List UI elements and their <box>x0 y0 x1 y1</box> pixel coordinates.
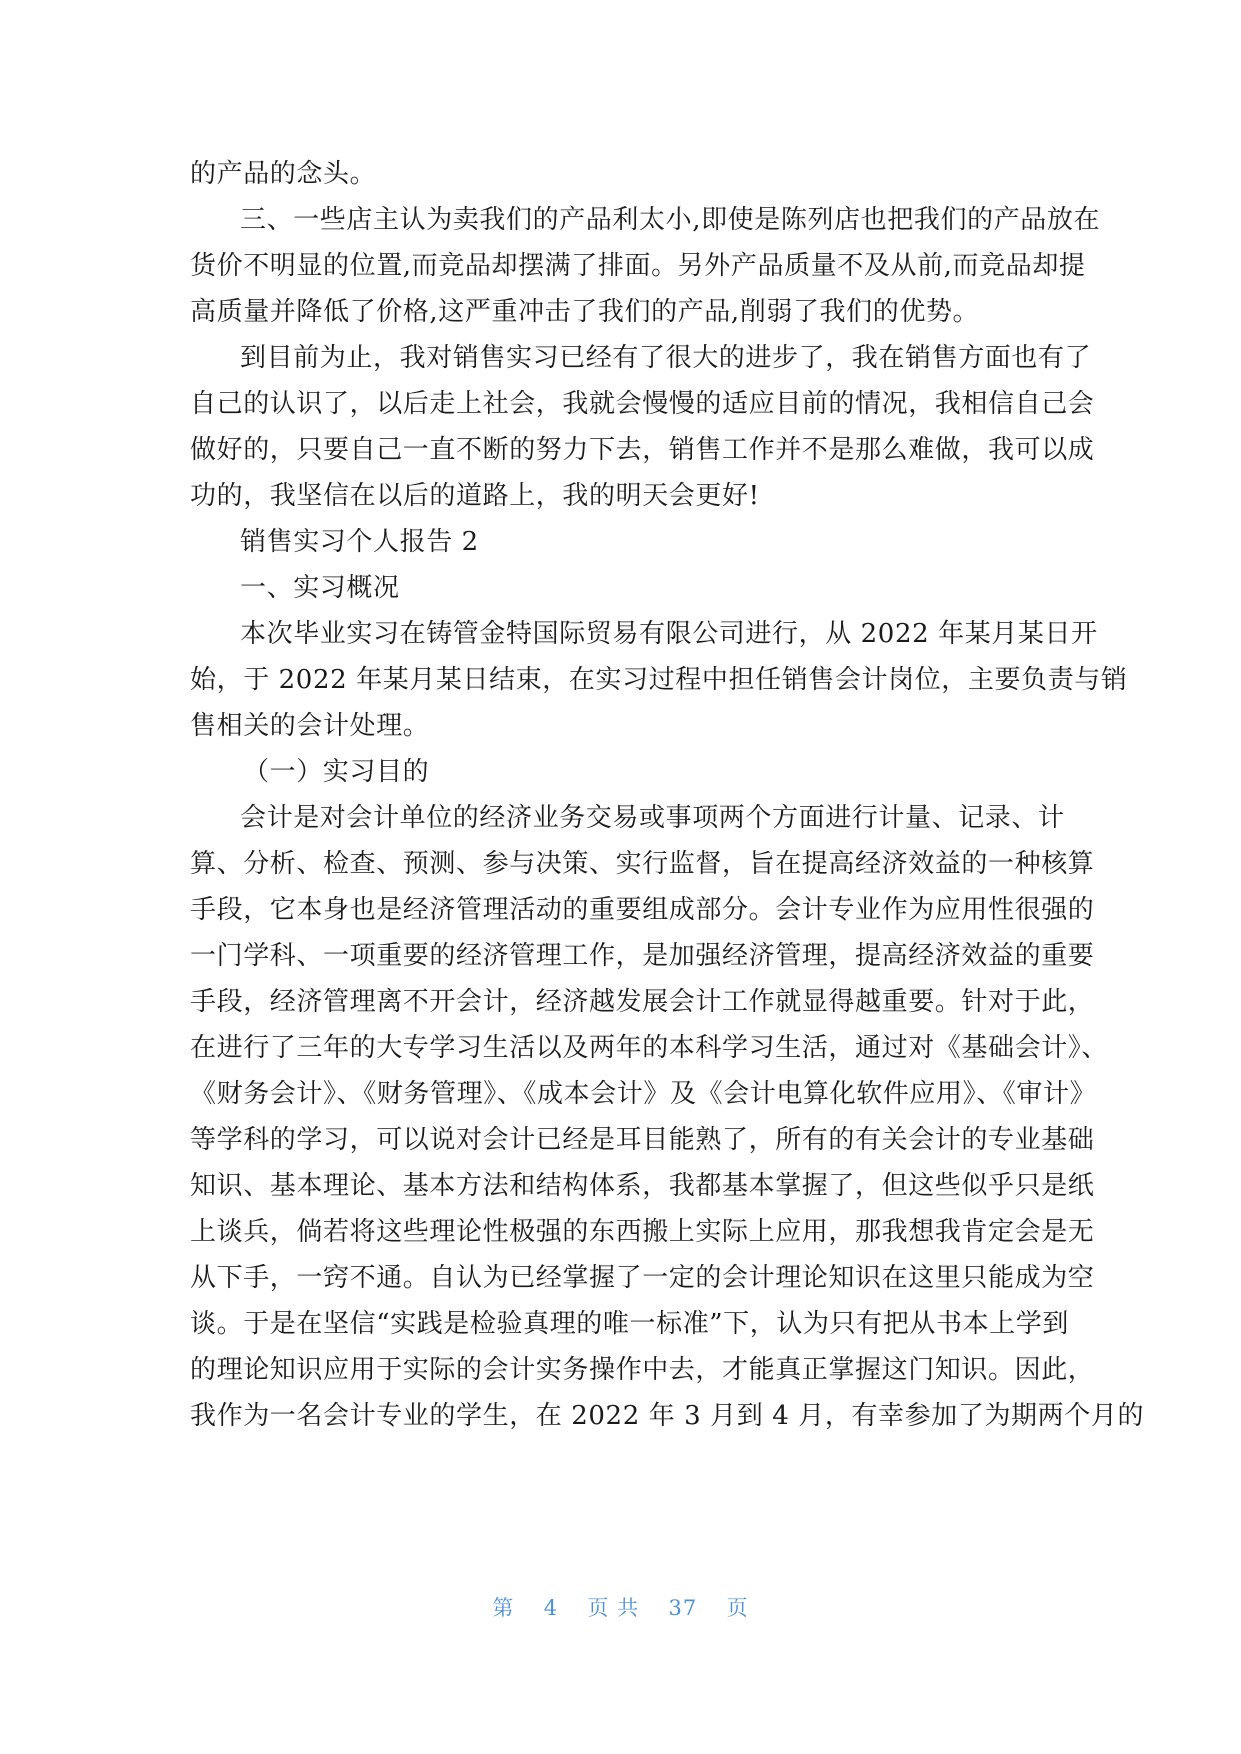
text-line: 手段，经济管理离不开会计，经济越发展会计工作就显得越重要。针对于此， <box>190 987 1095 1017</box>
text-line: 本次毕业实习在铸管金特国际贸易有限公司进行，从 2022 年某月某日开 <box>240 619 1098 649</box>
text-line: 《财务会计》、《财务管理》、《成本会计》及《会计电算化软件应用》、《审计》 <box>190 1079 1097 1109</box>
text-line: 会计是对会计单位的经济业务交易或事项两个方面进行计量、记录、计 <box>240 803 1065 833</box>
text-line: 始，于 2022 年某月某日结束，在实习过程中担任销售会计岗位，主要负责与销 <box>190 665 1128 695</box>
text-line: 我作为一名会计专业的学生，在 2022 年 3 月到 4 月，有幸参加了为期两个月的 <box>190 1401 1145 1431</box>
text-line: 谈。于是在坚信“实践是检验真理的唯一标准”下，认为只有把从书本上学到 <box>190 1309 1069 1339</box>
text-line: 在进行了三年的大专学习生活以及两年的本科学习生活，通过对《基础会计》、 <box>190 1033 1109 1063</box>
text-line: 做好的，只要自己一直不断的努力下去，销售工作并不是那么难做，我可以成 <box>190 435 1095 465</box>
page-footer <box>0 1592 1241 1622</box>
text-line: 到目前为止，我对销售实习已经有了很大的进步了，我在销售方面也有了 <box>240 343 1092 373</box>
text-line: 的产品的念头。 <box>190 159 377 189</box>
text-line: 一门学科、一项重要的经济管理工作，是加强经济管理，提高经济效益的重要 <box>190 941 1095 971</box>
text-line: 上谈兵，倘若将这些理论性极强的东西搬上实际上应用，那我想我肯定会是无 <box>190 1217 1095 1247</box>
section-heading: 销售实习个人报告 2 <box>240 527 479 557</box>
text-line: 手段，它本身也是经济管理活动的重要组成部分。会计专业作为应用性很强的 <box>190 895 1095 925</box>
footer-middle: 页 共 <box>587 1596 640 1620</box>
footer-suffix: 页 <box>726 1596 749 1620</box>
text-line: 从下手，一窍不通。自认为已经掌握了一定的会计理论知识在这里只能成为空 <box>190 1263 1095 1293</box>
current-page-number: 4 <box>543 1596 559 1620</box>
text-line: 的理论知识应用于实际的会计实务操作中去，才能真正掌握这门知识。因此， <box>190 1355 1095 1385</box>
text-line: 售相关的会计处理。 <box>190 711 430 741</box>
text-line: 三、一些店主认为卖我们的产品利太小,即使是陈列店也把我们的产品放在 <box>240 205 1101 235</box>
total-page-count: 37 <box>668 1596 698 1620</box>
section-heading: 一、实习概况 <box>240 573 400 603</box>
subsection-heading: （一）实习目的 <box>243 757 430 787</box>
footer-prefix: 第 <box>492 1596 515 1620</box>
text-line: 算、分析、检查、预测、参与决策、实行监督，旨在提高经济效益的一种核算 <box>190 849 1095 879</box>
text-line: 功的，我坚信在以后的道路上，我的明天会更好! <box>190 481 760 511</box>
text-line: 货价不明显的位置,而竞品却摆满了排面。另外产品质量不及从前,而竞品却提 <box>190 251 1086 281</box>
text-line: 高质量并降低了价格,这严重冲击了我们的产品,削弱了我们的优势。 <box>190 297 980 327</box>
text-line: 知识、基本理论、基本方法和结构体系，我都基本掌握了，但这些似乎只是纸 <box>190 1171 1095 1201</box>
text-line: 自己的认识了，以后走上社会，我就会慢慢的适应目前的情况，我相信自己会 <box>190 389 1095 419</box>
text-line: 等学科的学习，可以说对会计已经是耳目能熟了，所有的有关会计的专业基础 <box>190 1125 1095 1155</box>
